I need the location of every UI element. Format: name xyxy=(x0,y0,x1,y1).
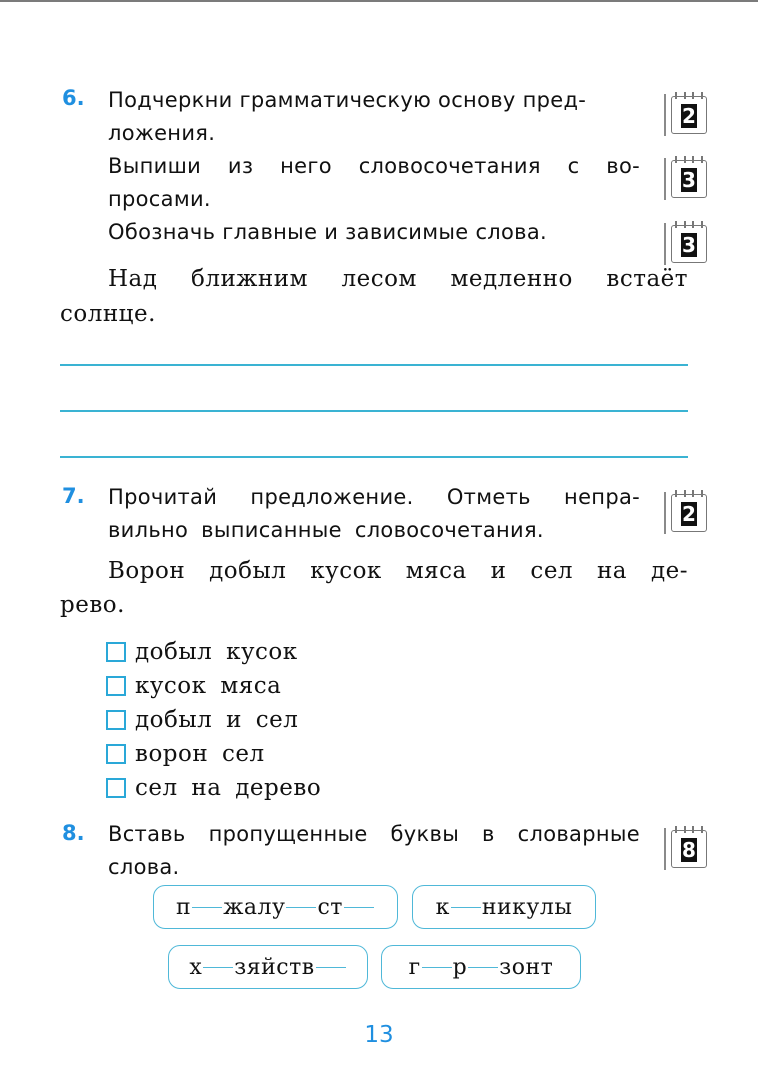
checkbox[interactable] xyxy=(106,642,126,662)
checkbox[interactable] xyxy=(106,710,126,730)
option-label: добыл кусок xyxy=(135,639,298,665)
option-label: сел на дерево xyxy=(135,775,322,801)
word-part: к xyxy=(435,894,450,920)
blank-field[interactable] xyxy=(316,966,346,968)
task-6-sentence-line-2: солнце. xyxy=(60,301,156,327)
score-value: 2 xyxy=(682,502,696,526)
word-part: жалу xyxy=(223,894,286,920)
page-top-edge xyxy=(0,0,758,2)
task-6-instruction-1-line-2: ложения. xyxy=(108,121,216,145)
blank-field[interactable] xyxy=(344,906,374,908)
option-label: ворон сел xyxy=(135,741,265,767)
task-7-sentence-line-1: Ворон добыл кусок мяса и сел на де- xyxy=(108,558,688,584)
task-8-number: 8. xyxy=(62,821,85,845)
score-badge-task-7 xyxy=(664,490,708,534)
blank-field[interactable] xyxy=(468,966,498,968)
task-8-instruction-line-2: слова. xyxy=(108,855,180,879)
option-1[interactable] xyxy=(106,637,298,667)
answer-line-2[interactable] xyxy=(60,410,688,412)
blank-field[interactable] xyxy=(192,906,222,908)
blank-field[interactable] xyxy=(286,906,316,908)
task-7-sentence-line-2: рево. xyxy=(60,592,125,618)
option-4[interactable] xyxy=(106,739,265,769)
option-label: добыл и сел xyxy=(135,707,299,733)
score-badge-task-8 xyxy=(664,826,708,870)
task-7-instruction-line-1: Прочитай предложение. Отметь непра- xyxy=(108,485,640,509)
word-box-3 xyxy=(168,945,368,989)
task-6-instruction-2-line-1: Выпиши из него словосочетания с во- xyxy=(108,154,640,178)
word-box-4 xyxy=(381,945,581,989)
instruction-text: Подчеркни грамматическую основу пред- xyxy=(108,88,587,112)
option-5[interactable] xyxy=(106,773,321,803)
word-part: зонт xyxy=(499,954,554,980)
option-label: кусок мяса xyxy=(135,673,282,699)
word-part: п xyxy=(176,894,192,920)
checkbox[interactable] xyxy=(106,744,126,764)
word-part: р xyxy=(452,954,468,980)
answer-line-1[interactable] xyxy=(60,364,688,366)
word-part: никулы xyxy=(481,894,573,920)
option-3[interactable] xyxy=(106,705,298,735)
task-6-instruction-1-line-1 xyxy=(108,84,640,117)
word-box-1 xyxy=(153,885,398,929)
blank-field[interactable] xyxy=(203,966,233,968)
score-value: 3 xyxy=(682,233,696,257)
task-6-number: 6. xyxy=(62,86,85,110)
blank-field[interactable] xyxy=(422,966,452,968)
checkbox[interactable] xyxy=(106,778,126,798)
word-part: зяйств xyxy=(234,954,315,980)
answer-line-3[interactable] xyxy=(60,456,688,458)
score-value: 8 xyxy=(682,838,696,862)
blank-field[interactable] xyxy=(451,906,481,908)
score-badge-task-6a xyxy=(664,92,708,136)
word-box-2 xyxy=(412,885,596,929)
task-6-instruction-2-line-2: просами. xyxy=(108,187,211,211)
word-part: х xyxy=(189,954,203,980)
option-2[interactable] xyxy=(106,671,281,701)
page-number: 13 xyxy=(364,1022,394,1048)
task-6-sentence-line-1: Над ближним лесом медленно встаёт xyxy=(108,266,688,292)
score-value: 2 xyxy=(682,104,696,128)
task-6-instruction-3: Обозначь главные и зависимые слова. xyxy=(108,220,547,244)
word-part: г xyxy=(408,954,421,980)
score-badge-task-6c xyxy=(664,221,708,265)
word-part: ст xyxy=(317,894,343,920)
task-8-instruction-line-1: Вставь пропущенные буквы в словарные xyxy=(108,822,640,846)
score-badge-task-6b xyxy=(664,156,708,200)
score-value: 3 xyxy=(682,168,696,192)
task-7-number: 7. xyxy=(62,484,85,508)
task-7-instruction-line-2: вильно выписанные словосочетания. xyxy=(108,518,544,542)
checkbox[interactable] xyxy=(106,676,126,696)
